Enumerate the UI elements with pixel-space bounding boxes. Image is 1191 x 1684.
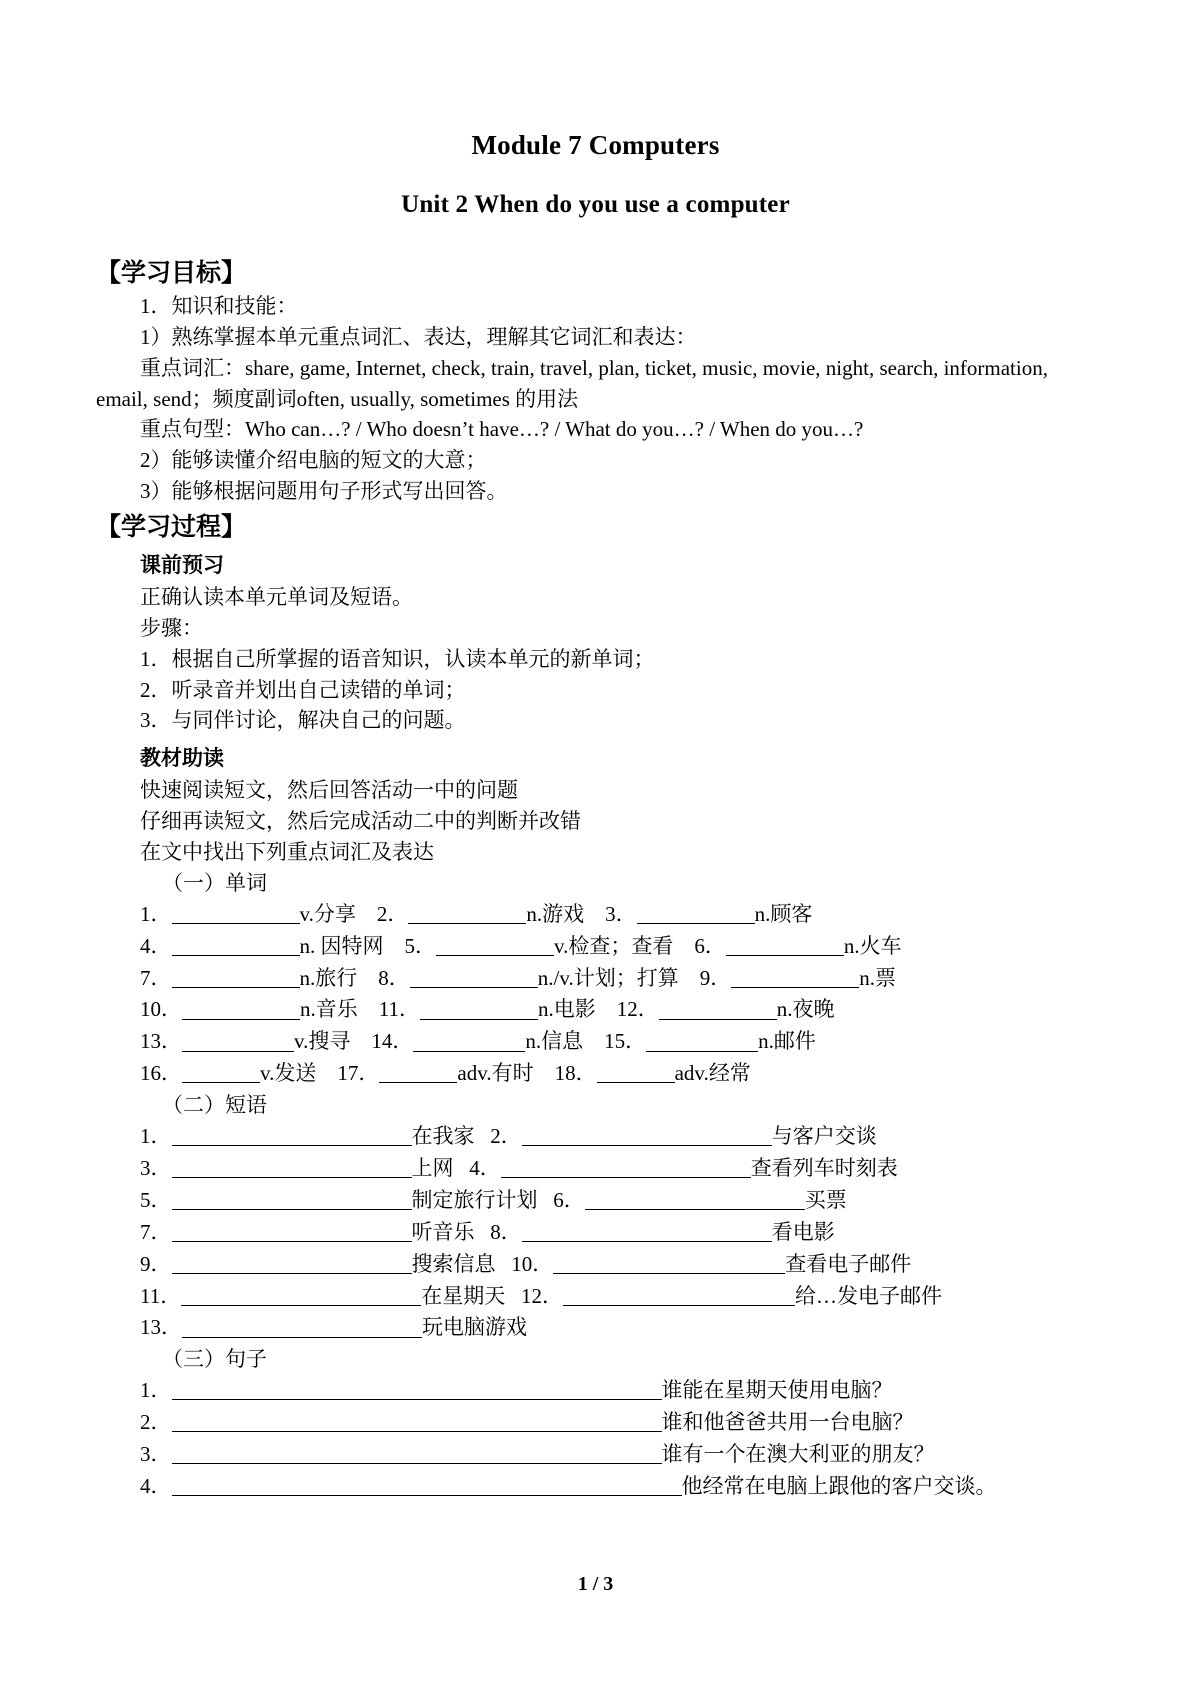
word-blank[interactable] [420, 998, 538, 1020]
spacer [584, 902, 605, 926]
word-blank[interactable] [172, 934, 300, 956]
spacer [583, 1029, 604, 1053]
word-number: 14． [371, 1029, 414, 1054]
preview-line: 2．听录音并划出自己读错的单词； [140, 677, 466, 702]
phrase-item [140, 1284, 505, 1308]
phrase-item [140, 1156, 454, 1180]
word-hint: n.票 [859, 965, 896, 990]
word-hint: v.分享 [299, 901, 356, 926]
phrase-number: 13． [140, 1315, 182, 1340]
word-item [604, 1029, 816, 1053]
word-blank[interactable] [659, 998, 777, 1020]
phrase-item [511, 1252, 911, 1276]
goal-line-keywords: 重点词汇：share, game, Internet, check, train, travel, plan, ticket, music, movie, night, search, information, email, send；频度副词often, usually, sometimes 的用法 [96, 355, 1054, 411]
spacer [673, 934, 694, 958]
phrase-number: 8． [490, 1219, 522, 1244]
word-number: 11． [378, 997, 420, 1022]
word-blank[interactable] [731, 966, 859, 988]
phrase-number: 1． [140, 1124, 172, 1149]
phrase-hint: 查看列车时刻表 [750, 1155, 898, 1180]
spacer [596, 997, 617, 1021]
reading-line: 仔细再读短文，然后完成活动二中的判断并改错 [140, 809, 581, 834]
word-hint: adv.有时 [457, 1061, 534, 1086]
sentence-row [140, 1439, 1095, 1471]
phrase-hint: 买票 [804, 1187, 847, 1212]
word-number: 2． [376, 901, 409, 926]
word-item [371, 1029, 583, 1053]
phrase-item [140, 1315, 527, 1339]
sentence-blank[interactable] [172, 1378, 662, 1400]
word-blank[interactable] [637, 902, 755, 924]
word-number: 13． [140, 1029, 182, 1054]
phrase-blank[interactable] [501, 1156, 751, 1178]
spacer [316, 1061, 337, 1085]
word-item [555, 1061, 751, 1085]
phrase-blank[interactable] [182, 1316, 422, 1338]
word-item [140, 997, 358, 1021]
word-item [337, 1061, 533, 1085]
phrase-row [140, 1153, 1095, 1185]
word-number: 3． [605, 901, 637, 926]
sentence-item [140, 1442, 935, 1466]
phrase-number: 7． [140, 1219, 172, 1244]
spacer [505, 1284, 521, 1308]
word-blank[interactable] [408, 902, 526, 924]
word-hint: n.旅行 [299, 965, 358, 990]
word-blank[interactable] [646, 1030, 758, 1052]
word-row [140, 931, 1095, 963]
word-row [140, 1058, 1095, 1090]
word-item [605, 902, 812, 926]
phrase-blank[interactable] [563, 1284, 795, 1306]
goal-line-sentence-patterns: 重点句型：Who can…? / Who doesn’t have…? / What do you…? / When do you…? [140, 417, 864, 442]
word-hint: v.发送 [260, 1061, 317, 1086]
word-row [140, 963, 1095, 995]
preview-line: 步骤： [140, 615, 203, 640]
spacer [350, 1029, 371, 1053]
word-number: 6． [694, 933, 726, 958]
phrase-hint: 与客户交谈 [771, 1124, 877, 1149]
phrase-blank[interactable] [172, 1124, 412, 1146]
sentence-row [140, 1407, 1095, 1439]
spacer [357, 966, 378, 990]
phrase-item [553, 1188, 847, 1212]
section-heading-learning-process: 【学习过程】 [96, 512, 247, 542]
sentence-blank[interactable] [172, 1442, 662, 1464]
phrase-blank[interactable] [585, 1188, 805, 1210]
word-blank[interactable] [379, 1061, 457, 1083]
word-blank[interactable] [726, 934, 844, 956]
phrase-item [490, 1124, 877, 1148]
spacer [358, 997, 379, 1021]
phrase-blank[interactable] [553, 1252, 785, 1274]
sentence-hint: 谁和他爸爸共用一台电脑？ [661, 1410, 914, 1435]
phrase-item [140, 1252, 496, 1276]
phrase-blank[interactable] [172, 1188, 412, 1210]
sentence-hint: 谁有一个在澳大利亚的朋友？ [661, 1442, 935, 1467]
phrase-hint: 在我家 [411, 1124, 475, 1149]
phrase-hint: 制定旅行计划 [411, 1187, 538, 1212]
phrase-hint: 上网 [411, 1155, 454, 1180]
reading-line: 在文中找出下列重点词汇及表达 [140, 840, 434, 865]
sentence-row [140, 1375, 1095, 1407]
sentence-item [140, 1378, 893, 1402]
word-number: 12． [616, 997, 659, 1022]
reading-line: 快速阅读短文，然后回答活动一中的问题 [140, 778, 518, 803]
phrase-hint: 看电影 [771, 1219, 835, 1244]
sentence-number: 4． [140, 1473, 172, 1498]
spacer [356, 902, 377, 926]
phrase-hint: 给…发电子邮件 [794, 1283, 942, 1308]
phrase-blank[interactable] [181, 1284, 421, 1306]
phrase-number: 5． [140, 1187, 172, 1212]
phrase-hint: 玩电脑游戏 [422, 1315, 527, 1340]
word-item [617, 997, 835, 1021]
sentences-exercise-area [96, 1375, 1095, 1503]
phrase-blank[interactable] [172, 1156, 412, 1178]
phrase-number: 11． [140, 1283, 182, 1308]
part-label-words: （一）单词 [162, 870, 267, 895]
word-hint: n.信息 [525, 1029, 584, 1054]
words-exercise-area [96, 899, 1095, 1090]
phrase-row [140, 1312, 1095, 1344]
word-number: 5． [404, 933, 436, 958]
subheading-preview: 课前预习 [140, 553, 224, 578]
spacer [496, 1252, 512, 1276]
phrase-item [469, 1156, 898, 1180]
word-blank[interactable] [172, 966, 300, 988]
phrase-hint: 搜索信息 [411, 1251, 496, 1276]
phrase-row [140, 1185, 1095, 1217]
preview-line: 正确认读本单元单词及短语。 [140, 585, 413, 610]
sentence-row [140, 1471, 1095, 1503]
sentence-number: 2． [140, 1410, 172, 1435]
phrase-blank[interactable] [522, 1220, 772, 1242]
goal-line: 1）熟练掌握本单元重点词汇、表达，理解其它词汇和表达： [140, 324, 697, 349]
goal-line: 1．知识和技能： [140, 294, 298, 318]
phrase-number: 3． [140, 1155, 172, 1180]
spacer [534, 1061, 555, 1085]
phrase-number: 10． [511, 1251, 554, 1276]
word-blank[interactable] [597, 1061, 675, 1083]
word-hint: n.邮件 [758, 1029, 816, 1054]
word-number: 1． [140, 901, 172, 926]
phrase-hint: 查看电子邮件 [785, 1251, 912, 1276]
word-number: 9． [699, 965, 732, 990]
spacer [538, 1188, 554, 1212]
phrase-blank[interactable] [522, 1124, 772, 1146]
word-number: 8． [378, 965, 410, 990]
sentence-blank[interactable] [172, 1410, 662, 1432]
phrase-item [140, 1188, 538, 1212]
phrase-blank[interactable] [172, 1220, 412, 1242]
sentence-number: 3． [140, 1442, 172, 1467]
phrases-exercise-area [96, 1121, 1095, 1344]
section-heading-learning-goals: 【学习目标】 [96, 258, 247, 287]
word-item [140, 1029, 350, 1053]
word-number: 15． [604, 1029, 647, 1054]
sentence-hint: 谁能在星期天使用电脑？ [661, 1378, 893, 1403]
phrase-number: 4． [469, 1155, 501, 1180]
word-hint: n./v.计划；打算 [537, 965, 679, 990]
word-hint: v.搜寻 [294, 1029, 351, 1054]
page-title-sub: Unit 2 When do you use a computer [401, 191, 790, 218]
spacer [679, 966, 700, 990]
sentence-hint: 他经常在电脑上跟他的客户交谈。 [681, 1473, 997, 1498]
phrase-hint: 在星期天 [421, 1283, 506, 1308]
word-hint: adv.经常 [674, 1061, 751, 1086]
word-hint: n.游戏 [526, 901, 585, 926]
word-item [378, 966, 678, 990]
phrase-hint: 听音乐 [411, 1219, 475, 1244]
spacer [454, 1156, 470, 1180]
sentence-item [140, 1474, 997, 1498]
spacer [475, 1220, 491, 1244]
phrase-row [140, 1121, 1095, 1153]
phrase-item [140, 1220, 475, 1244]
word-blank[interactable] [410, 966, 538, 988]
phrase-item [140, 1124, 475, 1148]
subheading-textbook-reading: 教材助读 [140, 746, 224, 771]
word-number: 17． [337, 1061, 380, 1086]
word-hint: v.检查；查看 [554, 933, 674, 958]
phrase-number: 6． [553, 1187, 585, 1212]
word-blank[interactable] [182, 1030, 294, 1052]
word-item [140, 902, 356, 926]
word-number: 18． [554, 1061, 597, 1086]
word-item [377, 902, 584, 926]
word-blank[interactable] [182, 998, 300, 1020]
word-row [140, 994, 1095, 1026]
word-blank[interactable] [172, 902, 300, 924]
page-title-main: Module 7 Computers [471, 130, 720, 160]
phrase-number: 2． [490, 1124, 522, 1149]
phrase-item [521, 1284, 942, 1308]
word-hint: n. 因特网 [299, 933, 384, 958]
part-label-phrases: （二）短语 [162, 1093, 267, 1118]
word-hint: n.音乐 [300, 997, 358, 1022]
word-row [140, 1026, 1095, 1058]
word-row [140, 899, 1095, 931]
word-number: 16． [140, 1061, 182, 1086]
word-hint: n.顾客 [754, 901, 813, 926]
sentence-blank[interactable] [172, 1474, 682, 1496]
phrase-blank[interactable] [172, 1252, 412, 1274]
phrase-row [140, 1249, 1095, 1281]
word-blank[interactable] [436, 934, 554, 956]
goal-line: 3）能够根据问题用句子形式写出回答。 [140, 479, 508, 504]
word-blank[interactable] [413, 1030, 525, 1052]
word-number: 7． [140, 965, 172, 990]
page-number: 1 / 3 [577, 1573, 614, 1595]
word-item [140, 966, 357, 990]
goal-line: 2）能够读懂介绍电脑的短文的大意； [140, 448, 487, 473]
part-label-sentences: （三）句子 [162, 1347, 267, 1372]
word-item [694, 934, 901, 958]
word-item [140, 1061, 316, 1085]
phrase-row [140, 1217, 1095, 1249]
word-item [700, 966, 896, 990]
sentence-number: 1． [140, 1378, 172, 1403]
word-item [140, 934, 384, 958]
word-item [405, 934, 674, 958]
phrase-item [490, 1220, 835, 1244]
spacer [475, 1124, 491, 1148]
word-hint: n.火车 [843, 933, 902, 958]
spacer [384, 934, 405, 958]
phrase-number: 9． [140, 1251, 172, 1276]
sentence-item [140, 1410, 914, 1434]
word-blank[interactable] [182, 1061, 260, 1083]
phrase-number: 12． [520, 1283, 563, 1308]
preview-line: 3．与同伴讨论，解决自己的问题。 [140, 708, 466, 733]
word-hint: n.电影 [537, 997, 596, 1022]
word-number: 10． [140, 997, 182, 1022]
word-number: 4． [140, 933, 172, 958]
preview-line: 1．根据自己所掌握的语音知识，认读本单元的新单词； [140, 646, 655, 671]
phrase-row [140, 1281, 1095, 1313]
word-hint: n.夜晚 [776, 997, 835, 1022]
word-item [379, 997, 596, 1021]
